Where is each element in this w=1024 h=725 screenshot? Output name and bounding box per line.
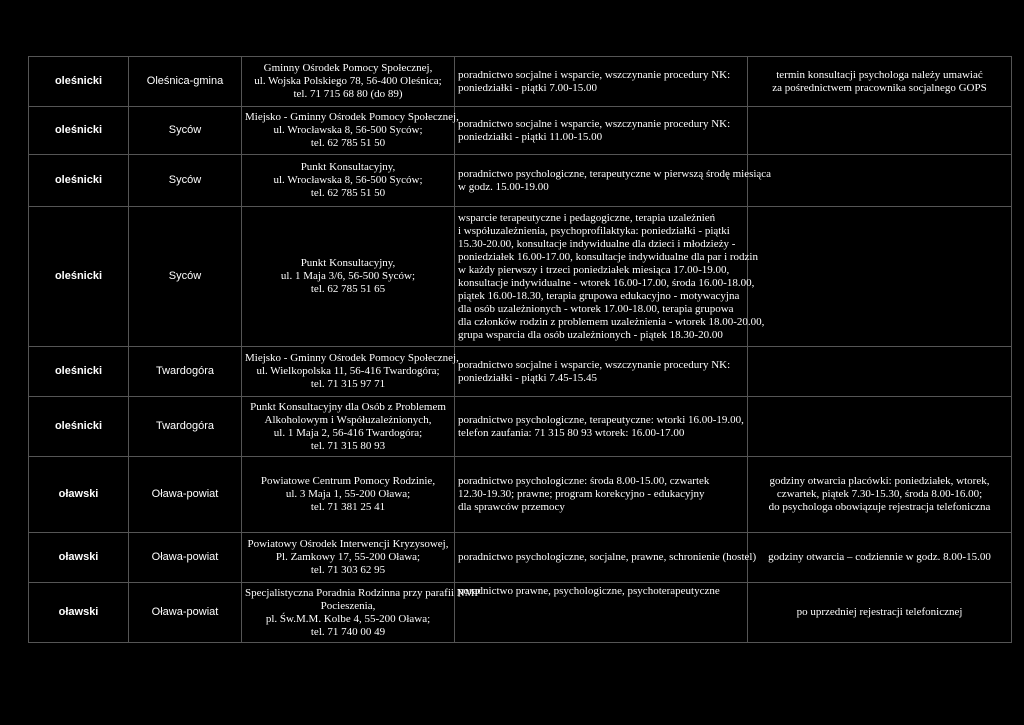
- gmina-cell: Oława-powiat: [129, 533, 242, 583]
- services-line: w godz. 15.00-19.00: [458, 180, 549, 193]
- services-line: poniedziałek 16.00-17.00, konsultacje indywidualne dla par i rodzin: [458, 250, 758, 263]
- institution-cell: [242, 107, 459, 155]
- services-cell: [455, 347, 748, 397]
- institution-line: Punkt Konsultacyjny dla Osób z Problemem: [250, 400, 446, 413]
- institution-line: ul. 1 Maja 3/6, 56-500 Syców;: [280, 270, 416, 282]
- services-line: 15.30-20.00, konsultacje indywidualne dla dzieci i młodzieży -: [458, 237, 736, 250]
- notes-cell: [748, 457, 1012, 533]
- gmina-cell: Syców: [129, 207, 242, 347]
- services-cell: [455, 533, 757, 583]
- support-institutions-table: [28, 56, 1012, 643]
- services-line: w każdy pierwszy i trzeci poniedziałek miesiąca 17.00-19.00,: [458, 263, 730, 276]
- institution-line: Gminny Ośrodek Pomocy Społecznej,: [263, 62, 433, 74]
- table-row: [29, 155, 1012, 207]
- institution-cell: [242, 533, 455, 583]
- services-line: poradnictwo psychologiczne, terapeutyczne: wtorki 16.00-19.00,: [458, 413, 744, 426]
- institution-line: ul. Wrocławska 8, 56-500 Syców;: [273, 174, 423, 186]
- services-cell: [455, 57, 748, 107]
- notes-cell: [748, 107, 1012, 155]
- institution-line: tel. 71 715 68 80 (do 89): [293, 88, 403, 100]
- notes-line: do psychologa obowiązuje rejestracja telefoniczna: [768, 501, 991, 513]
- powiat-cell: oławski: [29, 457, 129, 533]
- institution-line: Powiatowy Ośrodek Interwencji Kryzysowej,: [247, 538, 449, 550]
- powiat-cell: oleśnicki: [29, 155, 129, 207]
- institution-line: ul. Wielkopolska 11, 56-416 Twardogóra;: [256, 365, 440, 377]
- notes-cell: [748, 347, 1012, 397]
- services-line: piątek 16.00-18.30, terapia grupowa edukacyjno - motywacyjna: [458, 289, 740, 302]
- table-row: [29, 457, 1012, 533]
- services-cell: [455, 155, 772, 207]
- services-line: poniedziałki - piątki 7.00-15.00: [458, 81, 597, 94]
- gmina-cell: Twardogóra: [129, 347, 242, 397]
- powiat-cell: oleśnicki: [29, 397, 129, 457]
- institution-line: ul. 3 Maja 1, 55-200 Oława;: [285, 488, 411, 500]
- services-line: 12.30-19.30; prawne; program korekcyjno - edukacyjny: [458, 488, 705, 500]
- institution-line: Miejsko - Gminny Ośrodek Pomocy Społecznej,: [245, 352, 459, 364]
- notes-cell: [748, 533, 1012, 583]
- institution-line: Specjalistyczna Poradnia Rodzinna przy parafii NMP: [245, 586, 481, 599]
- gmina-cell: Syców: [129, 155, 242, 207]
- institution-line: tel. 71 303 62 95: [310, 564, 386, 576]
- services-line: poniedziałki - piątki 11.00-15.00: [458, 130, 603, 143]
- services-line: dla sprawców przemocy: [458, 501, 565, 513]
- services-cell: [455, 457, 748, 533]
- services-line: poradnictwo psychologiczne, terapeutyczne w pierwszą środę miesiąca: [458, 167, 772, 180]
- institution-line: Miejsko - Gminny Ośrodek Pomocy Społecznej,: [245, 111, 459, 123]
- services-line: poradnictwo psychologiczne, socjalne, prawne, schronienie (hostel): [458, 551, 757, 563]
- notes-line: godziny otwarcia placówki: poniedziałek, wtorek,: [769, 475, 990, 487]
- table-row: [29, 107, 1012, 155]
- institution-line: ul. Wrocławska 8, 56-500 Syców;: [273, 124, 423, 136]
- services-cell: [455, 583, 748, 643]
- notes-cell: [748, 207, 1012, 347]
- table-row: [29, 583, 1012, 643]
- services-line: dla członków rodzin z problemem uzależnienia - wtorek 18.00-20.00,: [458, 315, 765, 328]
- institution-line: Alkoholowym i Współuzależnionych,: [264, 413, 432, 426]
- table-row: [29, 207, 1012, 347]
- services-line: telefon zaufania: 71 315 80 93 wtorek: 16.00-17.00: [458, 426, 685, 439]
- notes-cell: [748, 397, 1012, 457]
- table-row: [29, 347, 1012, 397]
- services-line: poradnictwo socjalne i wsparcie, wszczynanie procedury NK:: [458, 358, 731, 371]
- services-line: konsultacje indywidualne - wtorek 16.00-17.00, środa 16.00-18.00,: [458, 276, 755, 289]
- powiat-cell: oleśnicki: [29, 107, 129, 155]
- services-line: poradnictwo psychologiczne: środa 8.00-15.00, czwartek: [458, 475, 710, 487]
- institution-line: tel. 71 381 25 41: [310, 501, 386, 513]
- powiat-cell: oleśnicki: [29, 347, 129, 397]
- notes-cell: [748, 155, 1012, 207]
- institution-line: ul. 1 Maja 2, 56-416 Twardogóra;: [273, 426, 423, 439]
- services-line: wsparcie terapeutyczne i pedagogiczne, terapia uzależnień: [458, 211, 716, 224]
- powiat-cell: oleśnicki: [29, 207, 129, 347]
- powiat-cell: oleśnicki: [29, 57, 129, 107]
- services-cell: [455, 207, 765, 347]
- notes-cell: [748, 583, 1012, 643]
- services-line: grupa wsparcia dla osób uzależnionych - piątek 18.30-20.00: [458, 328, 723, 341]
- institution-cell: [242, 397, 455, 457]
- notes-line: po uprzedniej rejestracji telefonicznej: [796, 606, 963, 618]
- services-cell: [455, 397, 748, 457]
- institution-cell: [242, 207, 455, 347]
- institution-line: tel. 62 785 51 65: [310, 283, 386, 295]
- services-line: dla osób uzależnionych - wtorek 17.00-18.00, terapia grupowa: [458, 302, 734, 315]
- gmina-cell: Oława-powiat: [129, 583, 242, 643]
- institution-line: Punkt Konsultacyjny,: [300, 257, 396, 269]
- powiat-cell: oławski: [29, 533, 129, 583]
- gmina-cell: Syców: [129, 107, 242, 155]
- gmina-cell: Twardogóra: [129, 397, 242, 457]
- institution-line: pl. Św.M.M. Kolbe 4, 55-200 Oława;: [265, 612, 431, 625]
- institution-cell: [242, 155, 455, 207]
- notes-line: godziny otwarcia – codziennie w godz. 8.00-15.00: [768, 551, 991, 563]
- institution-line: tel. 62 785 51 50: [310, 187, 386, 199]
- services-line: poradnictwo prawne, psychologiczne, psychoterapeutyczne: [458, 585, 720, 597]
- powiat-cell: oławski: [29, 583, 129, 643]
- institution-line: Powiatowe Centrum Pomocy Rodzinie,: [260, 475, 436, 487]
- institution-cell: [242, 583, 481, 643]
- notes-line: za pośrednictwem pracownika socjalnego GOPS: [772, 81, 987, 94]
- notes-line: czwartek, piątek 7.30-15.30, środa 8.00-16.00;: [776, 488, 983, 500]
- institution-line: tel. 71 315 80 93: [310, 439, 386, 452]
- institution-line: ul. Wojska Polskiego 78, 56-400 Oleśnica;: [254, 75, 442, 87]
- table-row: [29, 397, 1012, 457]
- institution-line: tel. 62 785 51 50: [310, 137, 386, 149]
- table-row: [29, 533, 1012, 583]
- services-line: poradnictwo socjalne i wsparcie, wszczynanie procedury NK:: [458, 68, 731, 81]
- institution-cell: [242, 57, 455, 107]
- services-cell: [455, 107, 748, 155]
- table-row: [29, 57, 1012, 107]
- institution-cell: [242, 457, 455, 533]
- notes-line: termin konsultacji psychologa należy umawiać: [776, 68, 983, 81]
- institution-line: tel. 71 315 97 71: [310, 378, 386, 390]
- notes-cell: [748, 57, 1012, 107]
- services-line: poradnictwo socjalne i wsparcie, wszczynanie procedury NK:: [458, 117, 731, 130]
- institution-line: Pl. Zamkowy 17, 55-200 Oława;: [275, 551, 421, 563]
- institution-cell: [242, 347, 459, 397]
- services-line: poniedziałki - piątki 7.45-15.45: [458, 371, 597, 384]
- services-line: i współuzależnienia, psychoprofilaktyka: poniedziałki - piątki: [458, 224, 730, 237]
- institution-line: tel. 71 740 00 49: [310, 625, 386, 638]
- institution-line: Punkt Konsultacyjny,: [300, 161, 396, 173]
- gmina-cell: Oława-powiat: [129, 457, 242, 533]
- institution-line: Pocieszenia,: [320, 599, 376, 612]
- gmina-cell: Oleśnica-gmina: [129, 57, 242, 107]
